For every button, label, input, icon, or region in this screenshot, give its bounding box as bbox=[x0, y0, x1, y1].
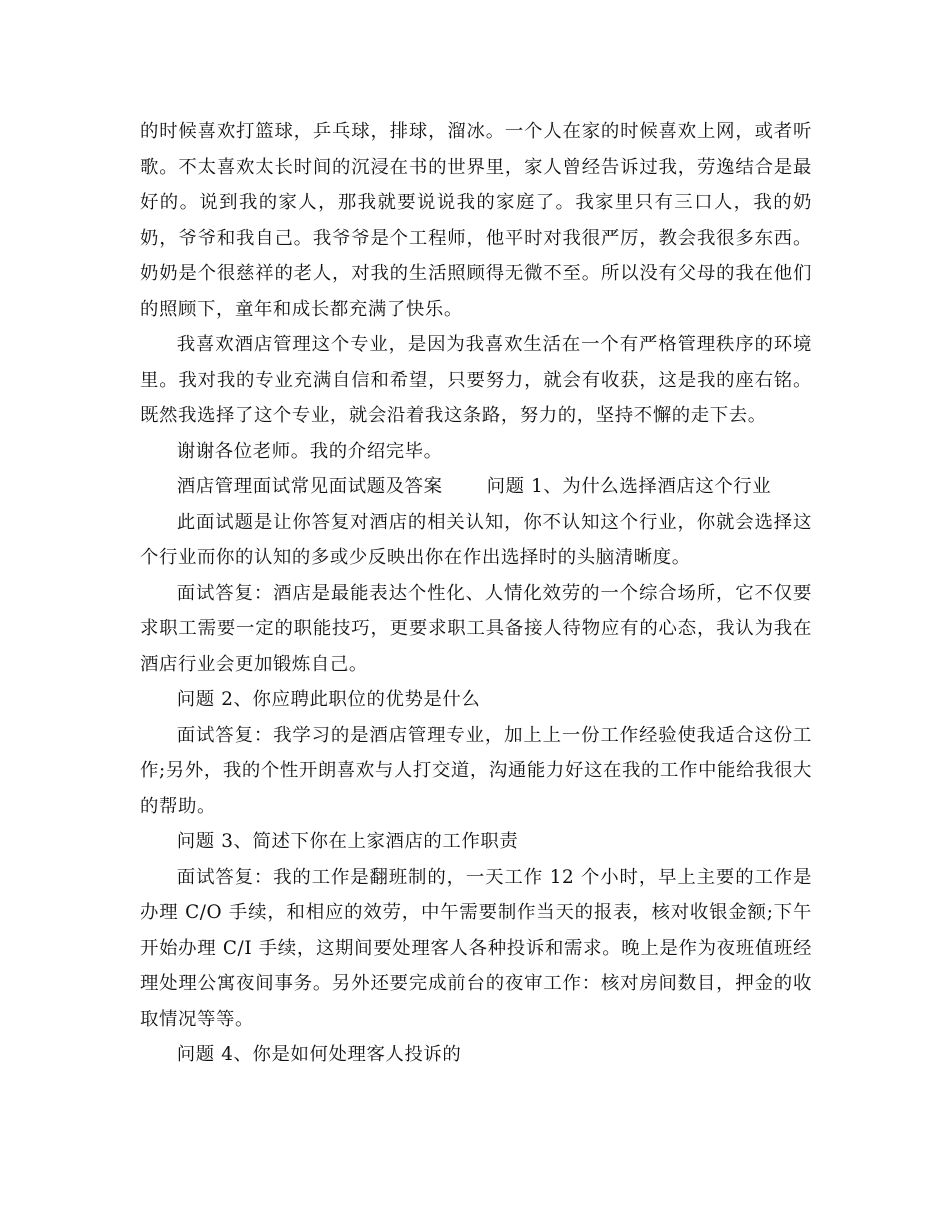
question-2-title: 问题 2、你应聘此职位的优势是什么 bbox=[176, 689, 481, 710]
paragraph-intro-thanks: 谢谢各位老师。我的介绍完毕。 bbox=[176, 440, 443, 462]
document-body bbox=[140, 114, 812, 1073]
paragraph-q1-explain: 此面试题是让你答复对酒店的相关认知，你不认知这个行业，你就会选择这个行业而你的认知的多或少反映出你在作出选择时的头脑清晰度。 bbox=[140, 511, 812, 568]
paragraph-intro-major: 我喜欢酒店管理这个专业，是因为我喜欢生活在一个有严格管理秩序的环境里。我对我的专业充满自信和希望，只要努力，就会有收获，这是我的座右铭。既然我选择了这个专业，就会沿着我这条路，努力的，坚持不懈的走下去。 bbox=[140, 334, 812, 426]
paragraph-q3-answer: 面试答复：我的工作是翻班制的，一天工作 12 个小时，早上主要的工作是办理 C/O 手续，和相应的效劳，中午需要制作当天的报表，核对收银金额;下午开始办理 C/I 手续，这期间要处理客人各种投诉和需求。晚上是作为夜班值班经理处理公寓夜间事务。另外还要完成前台的夜审工作：核对房间数目，押金的收取情况等等。 bbox=[140, 866, 812, 1030]
question-1-title: 问题 1、为什么选择酒店这个行业 bbox=[486, 476, 772, 497]
paragraph-intro-hobbies: 的时候喜欢打篮球，乒乓球，排球，溜冰。一个人在家的时候喜欢上网，或者听歌。不太喜欢太长时间的沉浸在书的世界里，家人曾经告诉过我，劳逸结合是最好的。说到我的家人，那我就要说说我的家庭了。我家里只有三口人，我的奶奶，爷爷和我自己。我爷爷是个工程师，他平时对我很严厉，教会我很多东西。奶奶是个很慈祥的老人，对我的生活照顾得无微不至。所以没有父母的我在他们的照顾下，童年和成长都充满了快乐。 bbox=[140, 121, 812, 320]
question-4-title: 问题 4、你是如何处理客人投诉的 bbox=[176, 1044, 462, 1065]
section-heading bbox=[140, 469, 812, 505]
paragraph-q1-answer: 面试答复：酒店是最能表达个性化、人情化效劳的一个综合场所，它不仅要求职工需要一定的职能技巧，更要求职工具备接人待物应有的心态，我认为我在酒店行业会更加锻炼自己。 bbox=[140, 582, 812, 675]
paragraph-q2-answer: 面试答复：我学习的是酒店管理专业，加上上一份工作经验使我适合这份工作;另外，我的个性开朗喜欢与人打交道，沟通能力好这在我的工作中能给我很大的帮助。 bbox=[140, 724, 812, 817]
question-3-title: 问题 3、简述下你在上家酒店的工作职责 bbox=[176, 831, 519, 852]
section-title: 酒店管理面试常见面试题及答案 bbox=[176, 476, 443, 497]
